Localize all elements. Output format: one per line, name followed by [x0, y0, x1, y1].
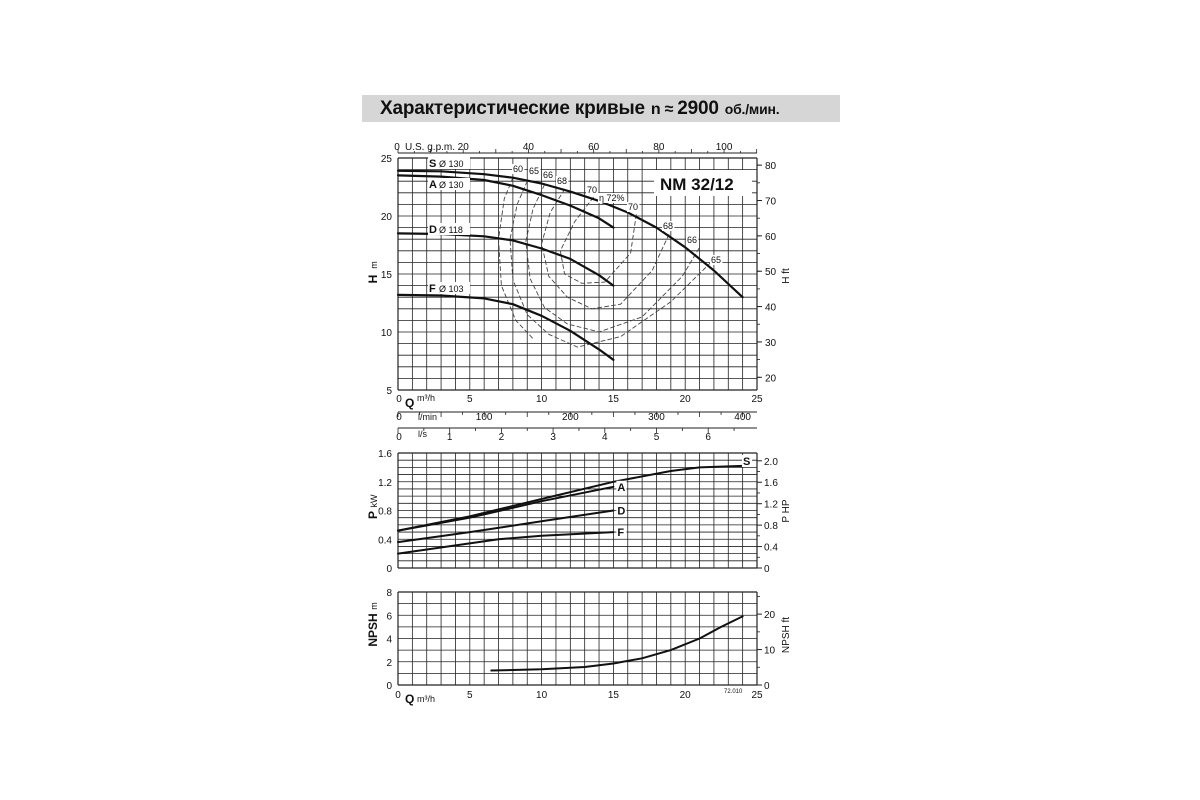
- gpm-tick-label: 100: [715, 142, 733, 153]
- flow-tick-label: 10: [536, 394, 548, 405]
- speed-symbol: n ≈: [650, 101, 674, 118]
- ls-tick-label: 3: [550, 432, 556, 443]
- efficiency-label: 68: [557, 176, 568, 186]
- curve-letter-A: A: [429, 179, 437, 191]
- speed-unit: об./мин.: [724, 101, 780, 117]
- gpm-tick-label: 40: [522, 142, 534, 153]
- npsh-curve: [491, 616, 742, 670]
- npsh-flow-tick-label: 25: [751, 690, 763, 701]
- npsh-flow-tick-label: 10: [536, 690, 548, 701]
- ft-tick-label: 70: [765, 196, 777, 208]
- power-curve-label-S: S: [743, 456, 751, 468]
- ls-tick-label: 5: [653, 432, 660, 443]
- efficiency-label: η 72%: [599, 193, 625, 203]
- gpm-tick-label: 20: [457, 142, 469, 153]
- lmin-axis-label: l/min: [418, 412, 438, 422]
- npsh-tick-label: 0: [386, 681, 392, 692]
- model-name: NM 32/12: [660, 175, 734, 194]
- npsh-grid: [398, 592, 757, 685]
- hp-tick-label: 2.0: [764, 456, 778, 468]
- power-axis-label: P: [366, 510, 380, 520]
- gpm-axis-label: U.S. g.p.m.: [405, 142, 456, 153]
- ft-tick-label: 80: [765, 161, 777, 173]
- curve-diameter-D: Ø 118: [439, 225, 463, 235]
- curve-letter-D: D: [429, 224, 437, 236]
- npsh-flow-axis-unit: m³/h: [417, 694, 435, 704]
- ls-tick-label: 0: [396, 432, 402, 443]
- power-axis-unit: kW: [369, 494, 379, 508]
- hp-axis-label: P HP: [781, 499, 792, 523]
- npsh-tick-label: 4: [386, 634, 392, 646]
- npsh-tick-label: 6: [386, 611, 392, 623]
- ft-tick-label: 60: [765, 231, 777, 243]
- flow-tick-label: 25: [751, 394, 763, 405]
- npsh-tick-label: 2: [386, 657, 392, 669]
- hp-tick-label: 0.8: [764, 521, 778, 533]
- head-tick-label: 5: [386, 386, 392, 397]
- efficiency-contour-68: [542, 189, 670, 308]
- power-curve-label-F: F: [617, 527, 625, 540]
- ft-tick-label: 30: [765, 337, 777, 349]
- lmin-tick-label: 100: [475, 412, 493, 423]
- efficiency-label: 66: [543, 170, 554, 180]
- ls-tick-label: 6: [705, 432, 711, 443]
- power-tick-label: 1.2: [378, 477, 392, 489]
- title-main: Характеристические кривые: [380, 98, 645, 119]
- lmin-tick-label: 200: [561, 412, 579, 423]
- head-tick-label: 20: [380, 212, 392, 223]
- ls-tick-label: 4: [602, 432, 608, 443]
- efficiency-label: 60: [513, 164, 524, 174]
- head-tick-label: 25: [380, 154, 392, 165]
- npsh-tick-label: 8: [386, 588, 392, 599]
- ft-tick-label: 50: [765, 267, 777, 279]
- gpm-tick-label: 80: [653, 142, 665, 153]
- curve-diameter-A: Ø 130: [439, 180, 464, 190]
- npsh-flow-tick-label: 5: [467, 690, 473, 701]
- curve-diameter-S: Ø 130: [439, 159, 464, 169]
- lmin-tick-label: 400: [734, 412, 751, 423]
- npsh-flow-axis-label: Q: [405, 692, 415, 706]
- npsh-flow-tick-label: 15: [607, 690, 619, 701]
- power-tick-label: 0: [386, 564, 392, 575]
- curve-letter-S: S: [429, 158, 437, 170]
- efficiency-label: 68: [663, 221, 674, 231]
- lmin-tick-label: 0: [396, 412, 402, 423]
- hp-tick-label: 0.4: [764, 542, 778, 554]
- drawing-code: 72.010: [724, 689, 743, 695]
- npsh-ft-axis-label: NPSH ft: [781, 616, 792, 654]
- head-axis-label: H: [366, 274, 380, 284]
- npsh-axis-label: NPSH: [366, 613, 380, 647]
- flow-tick-label: 0: [396, 394, 402, 405]
- head-tick-label: 15: [380, 270, 392, 281]
- npsh-flow-tick-label: 0: [395, 690, 401, 701]
- npsh-flow-tick-label: 20: [679, 690, 691, 701]
- npsh-ft-tick-label: 0: [764, 681, 770, 692]
- npsh-axis-unit: m: [369, 602, 379, 610]
- ls-tick-label: 1: [446, 432, 453, 443]
- gpm-tick-label: 60: [588, 142, 600, 153]
- flow-tick-label: 15: [607, 394, 619, 405]
- power-curve-label-A: A: [617, 481, 626, 494]
- power-tick-label: 0.4: [378, 535, 392, 547]
- power-curve-A: [398, 487, 613, 531]
- power-tick-label: 0.8: [378, 506, 392, 518]
- power-tick-label: 1.6: [378, 449, 392, 460]
- flow-axis-label: Q: [405, 396, 415, 410]
- flow-tick-label: 5: [467, 394, 473, 405]
- efficiency-label: 65: [711, 255, 722, 265]
- lmin-tick-label: 300: [648, 412, 665, 423]
- efficiency-label: 65: [529, 166, 540, 176]
- npsh-ft-tick-label: 20: [764, 610, 776, 622]
- hp-tick-label: 0: [764, 564, 770, 575]
- ft-axis-label: H ft: [781, 268, 792, 284]
- npsh-ft-tick-label: 10: [764, 645, 776, 657]
- hp-tick-label: 1.2: [764, 499, 778, 511]
- head-axis-unit: m: [369, 261, 379, 269]
- ls-tick-label: 2: [498, 432, 505, 443]
- efficiency-label: 70: [628, 202, 639, 212]
- hp-tick-label: 1.6: [764, 478, 778, 490]
- curve-letter-F: F: [429, 283, 436, 295]
- ls-axis-label: l/s: [418, 429, 427, 439]
- curve-diameter-F: Ø 103: [439, 284, 464, 294]
- ft-tick-label: 20: [765, 373, 777, 385]
- power-curve-D: [398, 511, 613, 543]
- flow-axis-unit: m³/h: [417, 393, 435, 403]
- ft-tick-label: 40: [765, 302, 777, 314]
- power-grid: [398, 453, 757, 568]
- efficiency-label: 66: [687, 235, 698, 245]
- flow-tick-label: 20: [679, 394, 691, 405]
- speed-value: 2900: [677, 98, 719, 119]
- efficiency-label: 70: [587, 185, 598, 195]
- head-curve-D: [398, 233, 613, 285]
- gpm-tick-label: 0: [394, 142, 400, 153]
- head-tick-label: 10: [380, 328, 392, 339]
- power-curve-label-D: D: [617, 505, 626, 518]
- power-curve-F: [398, 532, 613, 554]
